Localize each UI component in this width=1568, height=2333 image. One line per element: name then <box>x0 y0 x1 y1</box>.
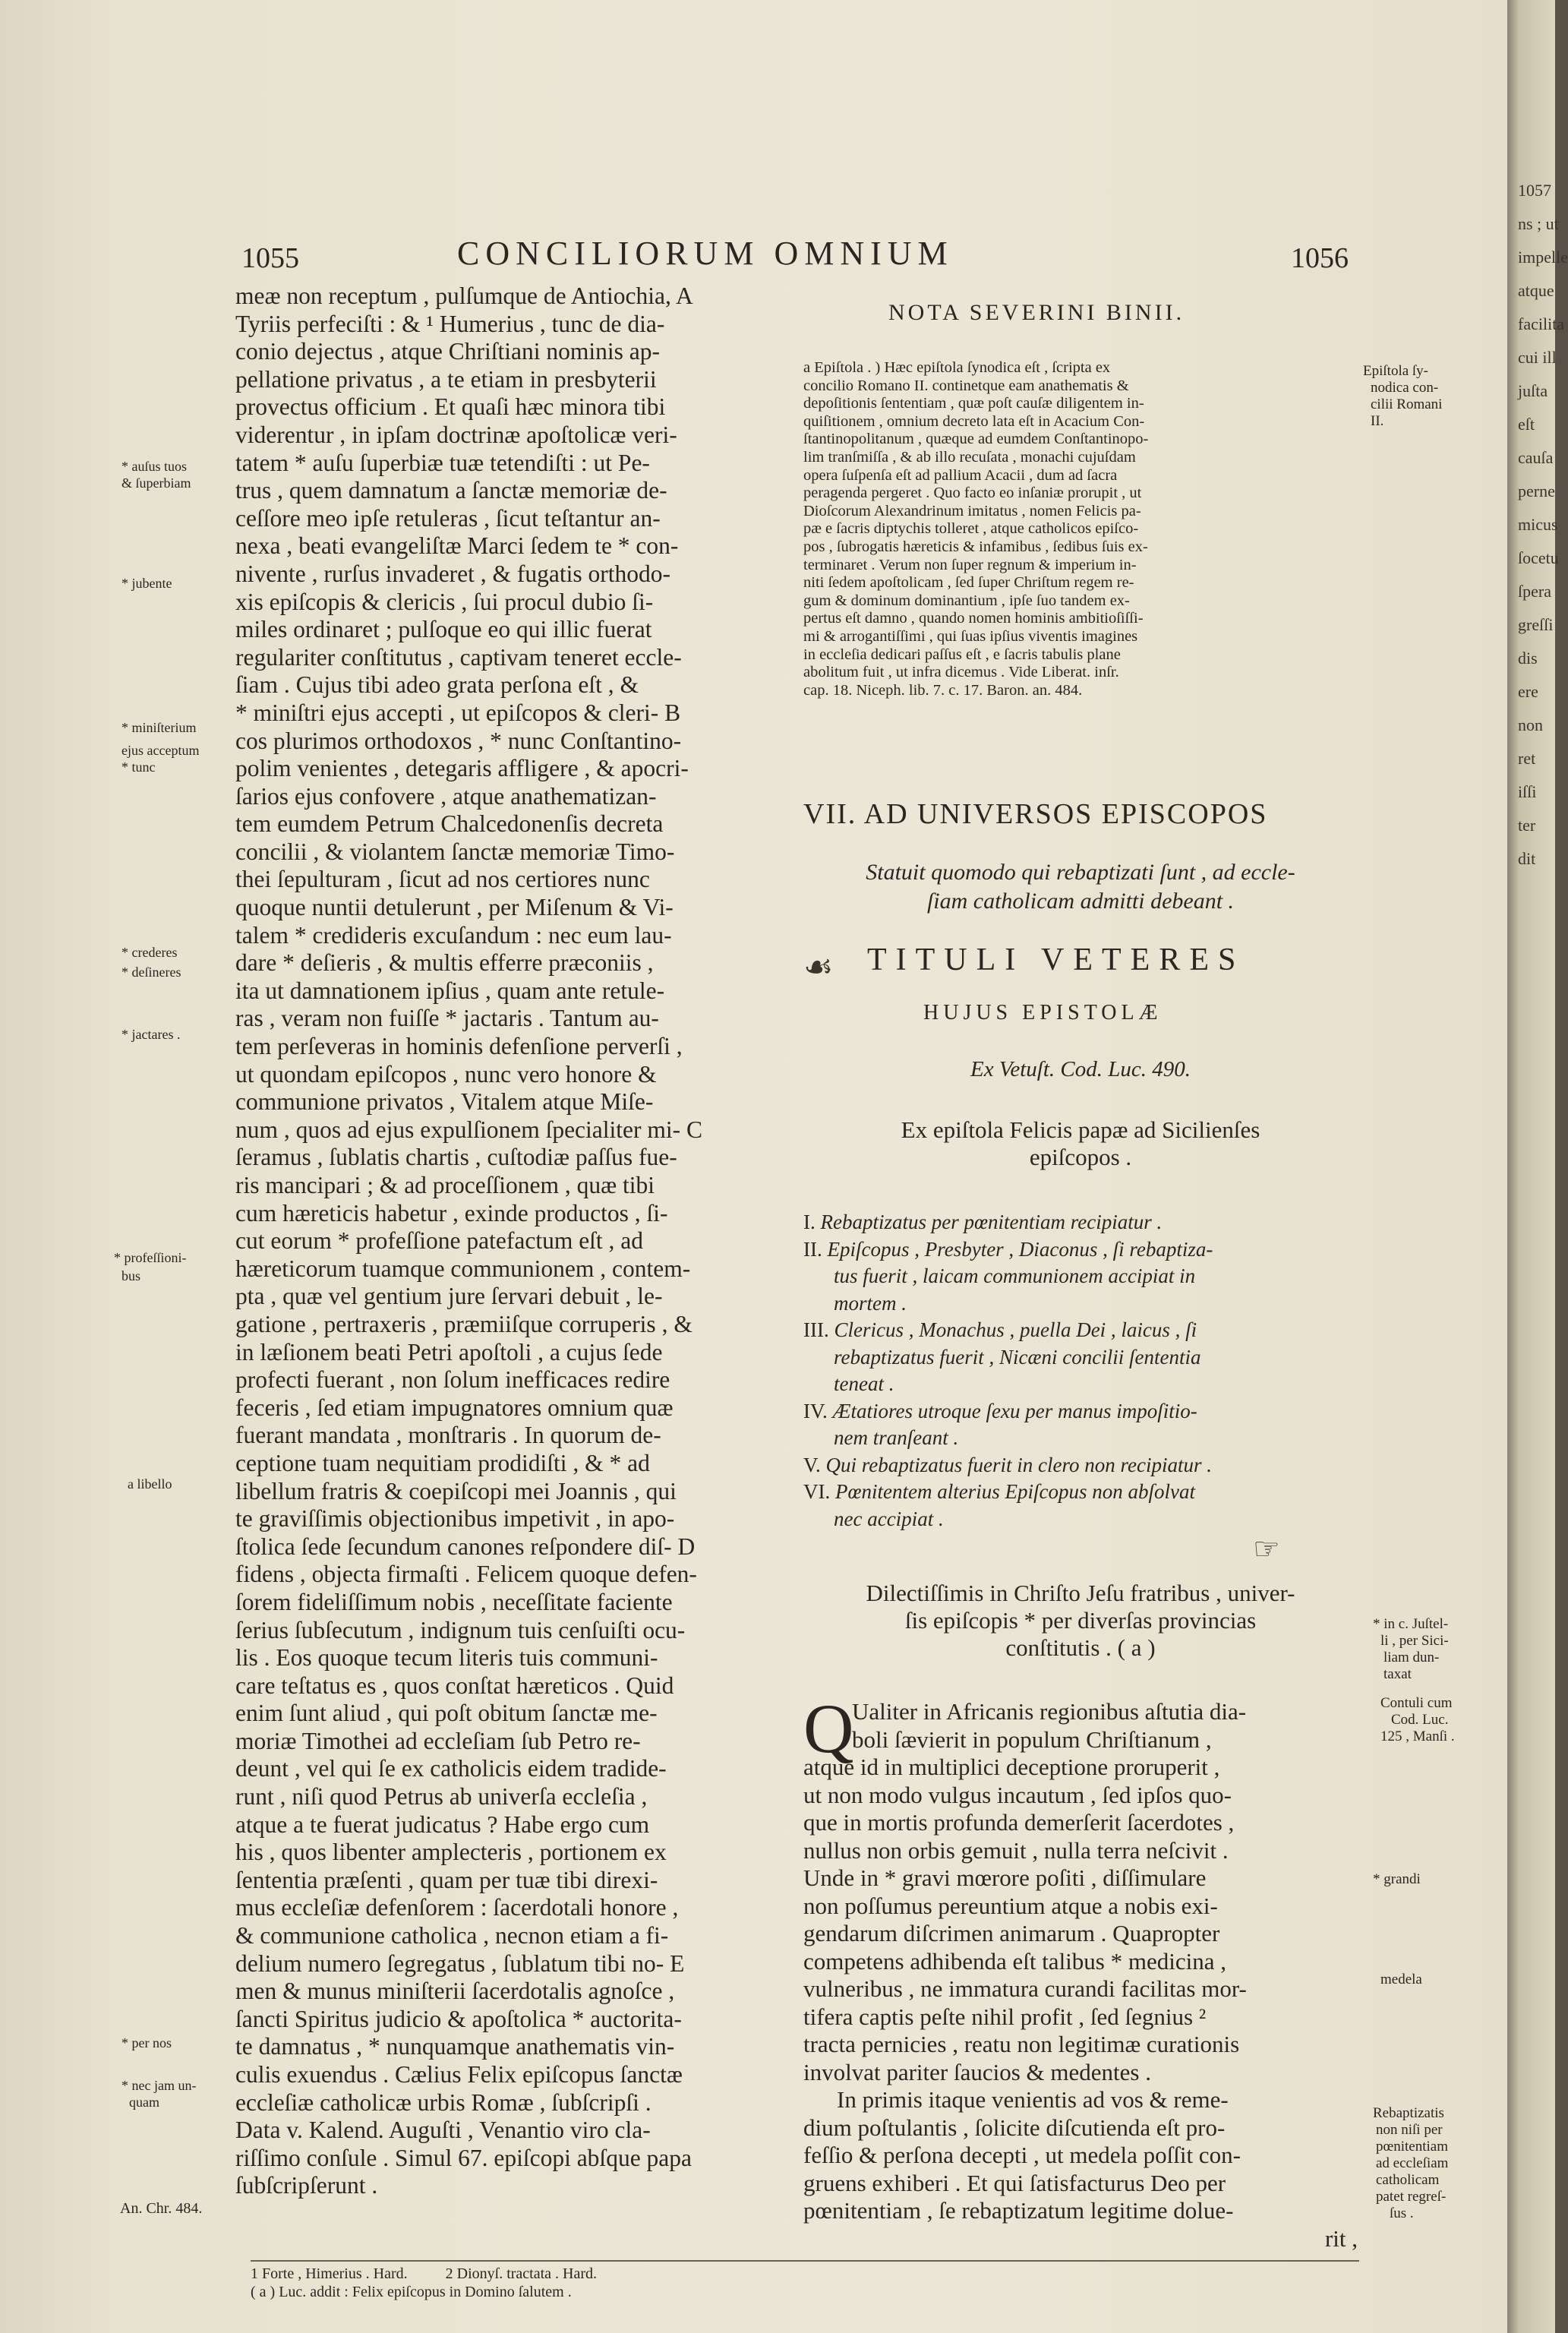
chapter-text: nem tranſeant . <box>834 1426 959 1449</box>
side-note: liam dun- <box>1383 1650 1440 1665</box>
chapter-line <box>803 1236 1358 1264</box>
chapter-line <box>803 1263 1358 1290</box>
text-line: men & munus miniſterii ſacerdotalis agnoſce , <box>235 1978 675 2005</box>
text-line: eccleſiæ catholicæ urbis Romæ , ſubſcripſi . <box>235 2088 651 2116</box>
next-page-fragment: ere <box>1518 682 1538 701</box>
text-line: atque a te fuerat judicatus ? Habe ergo cum <box>235 1811 650 1838</box>
text-line: in læſionem beati Petri apoſtoli , a cujus ſede <box>235 1338 663 1365</box>
side-note: ſus . <box>1390 2205 1414 2221</box>
salutation <box>803 1580 1358 1662</box>
text-line: tifera captis peſte nihil profit , ſed ſegnius ² <box>803 2003 1207 2030</box>
text-line: Data v. Kalend. Auguſti , Venantio viro cla- <box>235 2117 651 2144</box>
next-page-fragment: facilita <box>1518 314 1565 333</box>
margin-note: * tunc <box>121 759 156 775</box>
text-line: libellum fratris & coepiſcopi mei Joannis , qui <box>235 1477 677 1504</box>
margin-note: * per nos <box>121 2035 172 2050</box>
side-note: 125 , Manſi . <box>1380 1728 1455 1744</box>
page-number-left: 1055 <box>241 242 299 274</box>
salutation-line: conſtitutis . ( a ) <box>1005 1634 1156 1661</box>
text-line: polim venientes , detegaris affligere , & apocri- <box>235 755 689 782</box>
hujus-heading: HUJUS EPISTOLÆ <box>923 1001 1163 1024</box>
margin-note: * auſus tuos <box>121 459 188 474</box>
text-line: Unde in * gravi mœrore poſiti , diſſimulare <box>803 1864 1207 1891</box>
chapter-text: Pœnitentem alterius Epiſcopus non abſolvat <box>835 1480 1195 1503</box>
text-line: ſarios ejus confovere , atque anathematizan- <box>235 782 657 810</box>
text-line: gum & dominum dominantium , ipſe ſuo tandem ex- <box>803 592 1130 609</box>
chapter-line <box>803 1398 1358 1425</box>
chapter-text: rebaptizatus fuerit , Nicæni concilii ſententia <box>834 1345 1201 1369</box>
chapter-text: Epiſcopus , Presbyter , Diaconus , ſi rebaptiza- <box>827 1237 1213 1261</box>
nota-title: NOTA SEVERINI BINII. <box>888 300 1185 325</box>
chapter-number: VI. <box>803 1480 835 1503</box>
text-line: provectus officium . Et quaſi hæc minora tibi <box>235 393 666 421</box>
chapter-text: Rebaptizatus per pœnitentiam recipiatur . <box>820 1211 1163 1233</box>
text-line: atque id in multiplici deceptione proruperit , <box>803 1754 1220 1780</box>
chapter-number: I. <box>803 1211 821 1233</box>
margin-note: * profeſſioni- <box>114 1250 187 1265</box>
text-line: xis epiſcopis & clericis , ſui procul dubio ſi- <box>235 588 654 615</box>
text-line: Dioſcorum Alexandrinum imitatus , nomen Felicis pa- <box>803 502 1141 519</box>
side-note: ad eccleſiam <box>1376 2155 1449 2171</box>
chapter-number: IV. <box>803 1399 833 1422</box>
text-line: cum hæreticis habetur , exinde productos , ſi- <box>235 1199 668 1226</box>
text-line: involvat pariter ſaucios & medentes . <box>803 2058 1151 2085</box>
text-line: riſſimo conſule . Simul 67. epiſcopi abſque papa <box>235 2144 693 2171</box>
next-page-fragment: 1057 <box>1518 181 1551 200</box>
text-line: delium numero ſegregatus , ſublatum tibi no- E <box>235 1949 685 1977</box>
text-line: opera ſuſpenſa eſt ad pallium Acacii , dum ad ſacra <box>803 466 1118 484</box>
text-line: moriæ Timothei ad eccleſiam ſub Petro re- <box>235 1727 641 1754</box>
text-line: dium poſtulantis , ſolicite diſcutienda eſt pro- <box>803 2114 1226 2141</box>
next-page-fragment: atque <box>1518 281 1554 300</box>
next-page-fragment: ret <box>1518 749 1536 768</box>
text-line: quiſitionem , omnium decreto lata eſt in Acacium Con- <box>803 412 1145 430</box>
text-line: tracta pernicies , reatu non legitimæ curationis <box>803 2031 1240 2057</box>
next-page-fragment: perne <box>1518 481 1555 500</box>
text-line: tem perſeveras in hominis defenſione perverſi , <box>235 1033 683 1060</box>
side-note: Rebaptizatis <box>1373 2105 1444 2121</box>
text-line: thei ſepulturam , ſicut ad nos certiores nunc <box>235 866 650 893</box>
text-line: runt , niſi quod Petrus ab univerſa eccleſia , <box>235 1783 648 1811</box>
pointing-hand-icon: ☞ <box>1253 1532 1280 1566</box>
chapter-line <box>803 1506 1358 1533</box>
text-line: concilio Romano II. continetque eam anathematis & <box>803 377 1129 394</box>
side-note: II. <box>1371 413 1384 429</box>
text-line: pœnitentiam , ſe rebaptizatum legitime dolue- <box>803 2197 1234 2224</box>
text-line: pertus eſt damno , quando nomen hominis ambitioſiſſi- <box>803 610 1144 627</box>
text-line: ſiam . Cujus tibi adeo grata perſona eſt , & <box>235 671 639 699</box>
chapter-line <box>803 1317 1358 1344</box>
ex-epistola-line: Ex epiſtola Felicis papæ ad Sicilienſes <box>901 1116 1260 1143</box>
footnote-line: ( a ) Luc. addit : Felix epiſcopus in Domino ſalutem . <box>251 2284 572 2300</box>
salutation-line: Dilectiſſimis in Chriſto Jeſu fratribus , univer- <box>866 1580 1295 1606</box>
margin-note: & ſuperbiam <box>121 475 191 491</box>
text-line: boli ſævierit in populum Chriſtianum , <box>852 1725 1212 1753</box>
next-page-fragment: non <box>1518 715 1543 734</box>
text-line: ras , veram non fuiſſe * jactaris . Tantum au- <box>235 1005 659 1032</box>
text-line: ut non modo vulgus incautum , ſed ipſos quo- <box>803 1781 1232 1808</box>
running-head-title: CONCILIORUM OMNIUM <box>457 235 954 272</box>
text-line: culis exuendus . Cælius Felix epiſcopus ſanctæ <box>235 2061 683 2088</box>
text-line: mi & arrogantiſſimi , qui ſuas ipſius viventis imagines <box>803 627 1138 645</box>
side-note: Cod. Luc. <box>1391 1712 1449 1728</box>
text-line: gatione , pertraxeris , præmiiſque corruperis , & <box>235 1310 693 1337</box>
text-line: nivente , rurſus invaderet , & fugatis orthodo- <box>235 560 670 587</box>
chapter-line <box>803 1209 1358 1236</box>
text-line: quoque nuntii detulerunt , per Miſenum & Vi- <box>235 894 674 921</box>
side-note: Contuli cum <box>1380 1695 1453 1711</box>
text-line: vulneribus , ne immatura curandi facilitas mor- <box>803 1975 1247 2002</box>
text-line: conio dejectus , atque Chriſtiani nominis ap- <box>235 338 661 365</box>
margin-note: * jactares . <box>121 1027 181 1042</box>
text-line: cut eorum * profeſſione patefactum eſt , ad <box>235 1227 644 1255</box>
text-line: abolitum fuit , ut infra dicemus . Vide Liberat. inſr. <box>803 664 1119 681</box>
text-line: ut quondam epiſcopos , nunc vero honore & <box>235 1060 657 1088</box>
text-line: pæ e ſacris diptychis tolleret , atque catholicos epiſco- <box>803 520 1139 538</box>
text-line: nexa , beati evangeliſtæ Marci ſedem te * con- <box>235 532 679 560</box>
text-line: num , quos ad ejus expulſionem ſpecialiter mi- C <box>235 1116 703 1143</box>
margin-note: * nec jam un- <box>121 2078 197 2093</box>
text-line: competens adhibenda eſt talibus * medicina , <box>803 1947 1226 1975</box>
text-line: talem * credideris excuſandum : nec eum lau- <box>235 921 672 949</box>
text-line: non poſſumus pereuntium atque a nobis exi- <box>803 1892 1218 1919</box>
next-page-fragment: ſpera <box>1518 582 1551 601</box>
margin-note: ejus acceptum <box>121 743 200 758</box>
text-line: ſancti Spiritus judicio & apoſtolica * auctorita- <box>235 2005 682 2032</box>
text-line: ſeramus , ſublatis chartis , cuſtodiæ paſſus fue- <box>235 1144 677 1171</box>
text-line: Ualiter in Africanis regionibus aſtutia dia- <box>852 1698 1247 1725</box>
footnotes <box>251 2265 597 2301</box>
next-page-fragment: micus <box>1518 515 1558 534</box>
text-line: tatem * auſu ſuperbiæ tuæ tetendiſti : ut Pe- <box>235 449 650 476</box>
text-line: in eccleſia dedicari paſſus eſt , e ſacris tabulis plane <box>803 646 1121 663</box>
chapter-line <box>803 1344 1358 1372</box>
left-column-text <box>235 283 797 2200</box>
text-line: ſorem fideliſſimum nobis , neceſſitate faciente <box>235 1588 673 1615</box>
margin-note: quam <box>129 2095 159 2110</box>
text-line: care teſtatus es , quos conſtat hæreticos . Quid <box>235 1672 674 1699</box>
text-line: pellatione privatus , a te etiam in presbyterii <box>235 365 657 393</box>
side-note: nodica con- <box>1371 380 1439 396</box>
text-line: In primis itaque venientis ad vos & reme- <box>837 2086 1229 2113</box>
text-line: trus , quem damnatum a ſanctæ memoriæ de- <box>235 477 667 504</box>
text-line: feſſio & perſona decepti , ut medela poſſit con- <box>803 2142 1241 2168</box>
chapter-list <box>803 1209 1358 1533</box>
text-line: feceris , ſed etiam impugnatores omnium quæ <box>235 1394 674 1421</box>
pointing-hand-icon: ☙ <box>803 949 834 986</box>
text-line: ceptione tuam nequitiam prodidiſti , & * ad <box>235 1449 650 1476</box>
side-note: medela <box>1380 1972 1422 1987</box>
margin-note: * crederes <box>121 945 178 960</box>
text-line: fidens , objecta firmaſti . Felicem quoque defen- <box>235 1561 697 1588</box>
next-page-fragment: dis <box>1518 649 1538 668</box>
side-note: * in c. Juſtel- <box>1373 1616 1449 1632</box>
margin-note: bus <box>121 1268 141 1283</box>
text-line: viderentur , in ipſam doctrinæ apoſtolicæ veri- <box>235 421 677 448</box>
text-line: concilii , & violantem ſanctæ memoriæ Timo- <box>235 838 675 865</box>
text-line: nullus non orbis gemuit , nulla terra neſcivit . <box>803 1836 1229 1864</box>
text-line: pos , ſubrogatis hæreticis & infamibus , ſedibus ſuis ex- <box>803 538 1148 555</box>
text-line: Tyriis perfeciſti : & ¹ Humerius , tunc de dia- <box>235 310 665 337</box>
text-line: meæ non receptum , pulſumque de Antiochia, A <box>235 283 693 309</box>
chapter-text: mortem . <box>834 1291 907 1315</box>
text-line: peragenda pergeret . Quo facto eo inſaniæ prorupit , ut <box>803 485 1142 502</box>
text-line: pta , quæ vel gentium jure ſervari debuit , le- <box>235 1283 663 1310</box>
next-page-fragment: cauſa <box>1518 448 1554 467</box>
text-line: lim tranſmiſſa , & ab illo recuſata , monachi cujuſdam <box>803 448 1136 466</box>
chapter-number: II. <box>803 1237 828 1261</box>
text-line: profecti fuerant , non ſolum inefficaces redire <box>235 1366 670 1394</box>
subtitle-line: Statuit quomodo qui rebaptizati ſunt , ad eccle- <box>866 860 1295 885</box>
text-line: enim ſunt aliud , qui poſt obitum ſanctæ me- <box>235 1700 658 1727</box>
text-line: his , quos libenter amplecteris , portionem ex <box>235 1839 667 1866</box>
text-line: regulariter conſtitutus , captivam teneret eccle- <box>235 643 682 671</box>
text-line: rit , <box>1324 2224 1358 2252</box>
salutation-line: ſis epiſcopis * per diverſas provincias <box>904 1607 1257 1634</box>
text-line: communione privatos , Vitalem atque Miſe- <box>235 1088 654 1116</box>
text-line: ris mancipari ; & ad proceſſionem , quæ tibi <box>235 1172 655 1198</box>
side-note: taxat <box>1383 1666 1412 1682</box>
side-note: non niſi per <box>1376 2122 1443 2138</box>
chapter-number: III. <box>803 1318 834 1341</box>
drop-cap: Q <box>803 1690 854 1767</box>
margin-note-year: An. Chr. 484. <box>120 2200 203 2217</box>
side-note: pœnitentiam <box>1376 2139 1448 2155</box>
next-page-fragment: ter <box>1518 816 1536 835</box>
footnote-line: 1 Forte , Himerius . Hard. 2 Dionyſ. tractata . Hard. <box>251 2265 598 2282</box>
text-line: cos plurimos orthodoxos , * nunc Conſtantino- <box>235 727 682 754</box>
text-line: tem eumdem Petrum Chalcedonenſis decreta <box>235 810 664 838</box>
nota-body <box>803 359 1358 699</box>
text-line: terminaret . Verum non ſuper regnum & imperium in- <box>803 556 1137 573</box>
next-page-fragment: impelle <box>1518 248 1568 267</box>
side-note: patet regreſ- <box>1376 2189 1447 2205</box>
text-line: te damnatus , * nunquamque anathematis vin- <box>235 2033 675 2060</box>
text-line: fuerant mandata , monſtraris . In quorum de- <box>235 1422 661 1449</box>
next-page-fragment: eſt <box>1518 415 1535 434</box>
text-line: cap. 18. Niceph. lib. 7. c. 17. Baron. an. 484. <box>803 681 1083 699</box>
chapter-line <box>803 1452 1358 1479</box>
side-note: * grandi <box>1373 1871 1421 1887</box>
chapter-line <box>803 1371 1358 1398</box>
text-line: ſerius ſubſecutum , indignum tuis cenſuiſti ocu- <box>235 1616 686 1643</box>
chapter-number: V. <box>803 1453 826 1476</box>
text-line: dare * deſieris , & multis efferre præconiis , <box>235 949 654 977</box>
text-line: a Epiſtola . ) Hæc epiſtola ſynodica eſt , ſcripta ex <box>803 359 1111 376</box>
text-line: ceſſore meo ipſe retuleras , ſicut teſtantur an- <box>235 504 661 532</box>
text-line: te graviſſimis objectionibus impetivit , in apo- <box>235 1505 675 1533</box>
side-note: cilii Romani <box>1371 396 1443 412</box>
next-page-fragment: cui ill <box>1518 348 1557 367</box>
side-note: Epiſtola ſy- <box>1363 363 1429 379</box>
text-line: ſubſcripſerunt . <box>235 2172 378 2199</box>
next-page-fragment: iſſi <box>1518 782 1537 801</box>
chapter-text: nec accipiat . <box>834 1507 944 1530</box>
next-page-fragment: greſſi <box>1518 615 1554 634</box>
text-line: que in mortis profunda demerſerit ſacerdotes , <box>803 1809 1235 1836</box>
footnote-rule <box>251 2260 1359 2262</box>
next-page-fragment: ſocetu <box>1518 548 1559 567</box>
chapter-line <box>803 1290 1358 1318</box>
text-line: * miniſtri ejus accepti , ut epiſcopos & cleri- B <box>235 699 681 726</box>
text-line: niti ſedem apoſtolicam , ſed ſuper Chriſtum regem re- <box>803 574 1134 592</box>
text-line: ita ut damnationem ipſius , quam ante retule- <box>235 977 665 1004</box>
text-line: mus eccleſiæ defenſorem : ſacerdotali honore , <box>235 1894 679 1921</box>
ex-epistola-line: epiſcopos . <box>1029 1144 1132 1170</box>
chapter-text: Clericus , Monachus , puella Dei , laicus , ſi <box>834 1318 1197 1341</box>
epistle-heading: VII. AD UNIVERSOS EPISCOPOS <box>803 798 1268 830</box>
text-line: lis . Eos quoque tecum literis tuis communi- <box>235 1644 658 1672</box>
ex-epistola <box>803 1116 1358 1171</box>
text-line: gendarum diſcrimen animarum . Quapropter <box>803 1920 1220 1946</box>
chapter-text: Qui rebaptizatus fuerit in clero non recipiatur . <box>825 1453 1212 1476</box>
text-line: deunt , vel qui ſe ex catholicis eidem tradide- <box>235 1755 667 1782</box>
text-line: gruens exhiberi . Et qui ſatisfacturus Deo per <box>803 2169 1226 2196</box>
epistle-body <box>803 1698 1358 2252</box>
text-line: ſententia præſenti , quam per tuæ tibi direxi- <box>235 1866 658 1893</box>
next-page-edge <box>1507 0 1568 2333</box>
ex-vetust: Ex Vetuſt. Cod. Luc. 490. <box>970 1057 1191 1081</box>
next-page-fragment: dit <box>1518 849 1536 868</box>
text-line: & communione catholica , necnon etiam a fi- <box>235 1922 669 1949</box>
chapter-line <box>803 1425 1358 1452</box>
page-number-right: 1056 <box>1291 242 1349 274</box>
chapter-line <box>803 1479 1358 1506</box>
chapter-text: teneat . <box>834 1372 894 1395</box>
margin-note: * miniſterium <box>121 720 197 735</box>
margin-note: * deſineres <box>121 964 181 980</box>
text-line: miles ordinaret ; pulſoque eo qui illic fuerat <box>235 616 652 643</box>
margin-note: a libello <box>128 1476 172 1492</box>
side-note: li , per Sici- <box>1380 1633 1449 1649</box>
margin-note: * jubente <box>121 576 172 591</box>
epistle-subtitle <box>803 858 1358 916</box>
chapter-text: Ætatiores utroque ſexu per manus impoſitio- <box>832 1399 1197 1422</box>
next-page-fragment: ns ; ut <box>1518 214 1559 233</box>
text-line: ſtolica ſede ſecundum canones reſpondere diſ- D <box>235 1533 696 1560</box>
text-line: hæreticorum tuamque communionem , contem- <box>235 1255 691 1282</box>
next-page-fragment: juſta <box>1518 381 1548 400</box>
side-note: catholicam <box>1376 2172 1440 2188</box>
subtitle-line: ſiam catholicam admitti debeant . <box>926 889 1235 914</box>
tituli-heading: TITULI VETERES <box>867 942 1245 977</box>
chapter-text: tus fuerit , laicam communionem accipiat in <box>834 1264 1196 1287</box>
text-line: ſtantinopolitanum , quæque ad eumdem Conſtantinopo- <box>803 431 1149 448</box>
text-line: depoſitionis ſententiam , quæ poſt cauſæ diligentem in- <box>803 395 1144 412</box>
